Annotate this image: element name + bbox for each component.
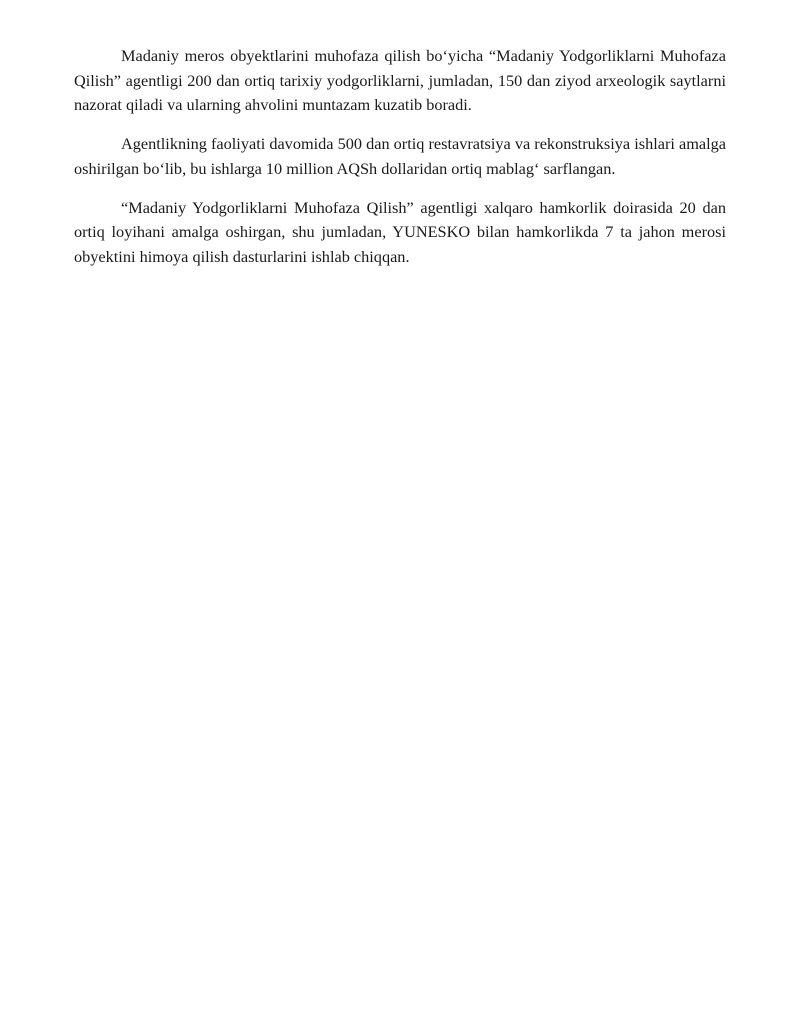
paragraph-1: Madaniy meros obyektlarini muhofaza qilish bo‘yicha “Madaniy Yodgorliklarni Muhofaza Qilish” agentligi 200 dan ortiq tarixiy yodgorliklarni, jumladan, 150 dan ziyod arxeologik saytlarni nazorat qiladi va ularning ahvolini muntazam kuzatib boradi. bbox=[74, 46, 726, 114]
paragraph-3: “Madaniy Yodgorliklarni Muhofaza Qilish” agentligi xalqaro hamkorlik doirasida 20 dan ortiq loyihani amalga oshirgan, shu jumladan, YUNESKO bilan hamkorlikda 7 ta jahon merosi obyektini himoya qilish dasturlarini ishlab chiqqan. bbox=[74, 197, 726, 266]
paragraph-2: Agentlikning faoliyati davomida 500 dan ortiq restavratsiya va rekonstruksiya ishlari amalga oshirilgan bo‘lib, bu ishlarga 10 million AQSh dollaridan ortiq mablag‘ sarflangan. bbox=[74, 134, 726, 178]
document-body bbox=[74, 44, 726, 284]
